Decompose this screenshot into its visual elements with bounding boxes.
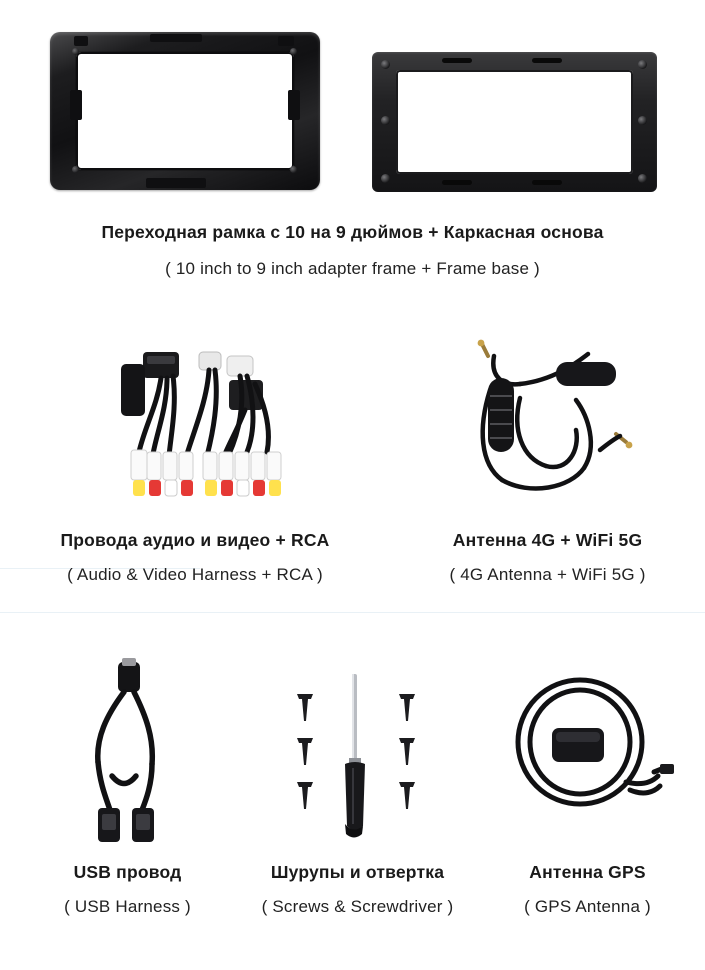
screwdriver-and-screws-icon [275, 658, 440, 848]
usb-cable-icon [62, 658, 202, 848]
caption-en-audio-video-harness: ( Audio & Video Harness + RCA ) [67, 565, 323, 584]
caption-ru-audio-video-harness: Провода аудио и видео + RCA [60, 530, 330, 550]
gps-antenna-icon [502, 664, 677, 844]
caption-en-antenna-4g-wifi: ( 4G Antenna + WiFi 5G ) [449, 565, 646, 584]
section-usb-harness [20, 640, 235, 940]
section-antenna-4g-wifi [390, 330, 705, 600]
section-audio-video-harness [0, 330, 390, 600]
caption-en-screws-screwdriver: ( Screws & Screwdriver ) [261, 897, 454, 916]
wiring-harness-icon [95, 340, 315, 520]
section-screws-screwdriver [235, 640, 480, 940]
section-gps-antenna [480, 640, 695, 940]
caption-ru-antenna-4g-wifi: Антенна 4G + WiFi 5G [452, 530, 643, 550]
glossy-adapter-frame-icon [50, 32, 320, 190]
frame-images [0, 22, 705, 197]
caption-ru-usb-harness: USB провод [73, 862, 182, 882]
caption-en-gps-antenna: ( GPS Antenna ) [524, 897, 651, 916]
hairline-divider-full [0, 612, 705, 613]
section-row-three [0, 640, 705, 940]
4g-antenna-icon [460, 338, 650, 523]
matte-frame-base-icon [372, 52, 657, 192]
caption-ru-screws-screwdriver: Шурупы и отвертка [270, 862, 445, 882]
section-row-two [0, 330, 705, 600]
caption-en-adapter-frame: ( 10 inch to 9 inch adapter frame + Frame base ) [165, 259, 540, 278]
caption-ru-adapter-frame: Переходная рамка с 10 на 9 дюймов + Каркасная основа [101, 222, 604, 242]
caption-en-usb-harness: ( USB Harness ) [64, 897, 191, 916]
caption-ru-gps-antenna: Антенна GPS [529, 862, 646, 882]
section-adapter-frame [0, 0, 705, 300]
